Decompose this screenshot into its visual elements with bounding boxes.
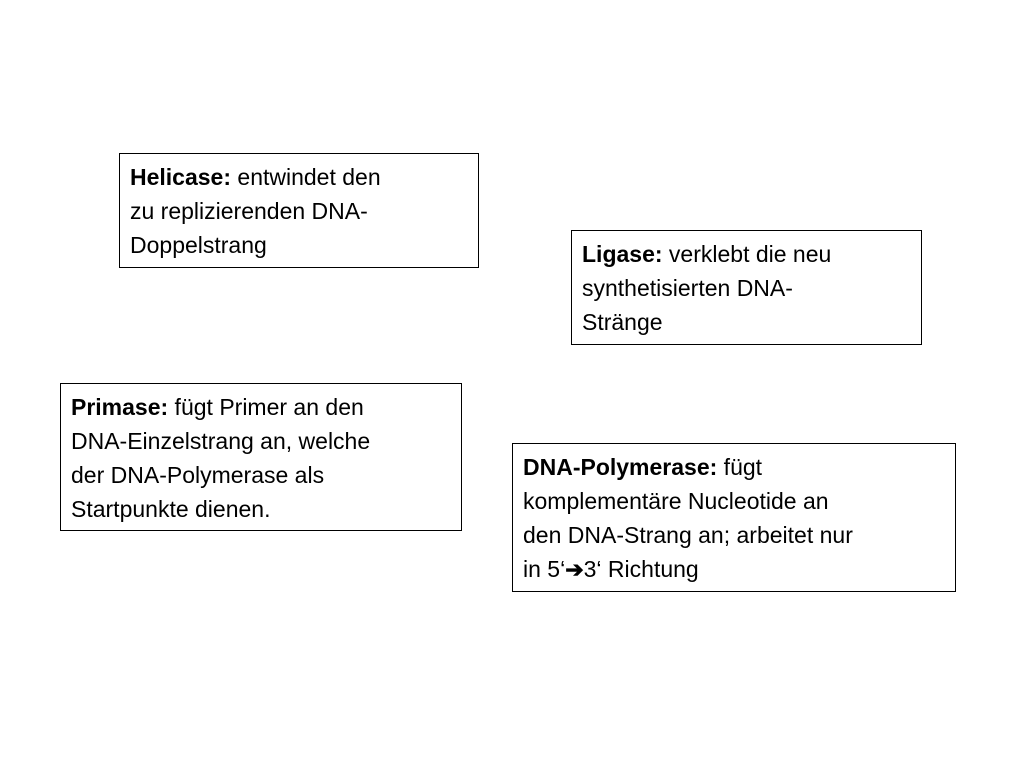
helicase-term: Helicase: (130, 164, 232, 190)
dna-polymerase-card (512, 443, 956, 592)
ligase-description: verklebt die neu synthetisierten DNA- Stränge (582, 241, 832, 335)
primase-description: fügt Primer an den DNA-Einzelstrang an, welche der DNA-Polymerase als Startpunkte dienen. (71, 394, 371, 522)
dna-polymerase-description: fügt komplementäre Nucleotide an den DNA-Strang an; arbeitet nur in 5‘ (523, 454, 853, 582)
ligase-term: Ligase: (582, 241, 663, 267)
helicase-description: entwindet den zu replizierenden DNA- Doppelstrang (130, 164, 381, 258)
primase-term: Primase: (71, 394, 169, 420)
dna-polymerase-direction: 3‘ Richtung (583, 556, 699, 582)
right-arrow-icon: ➔ (565, 557, 584, 582)
ligase-card (571, 230, 922, 345)
helicase-card (119, 153, 479, 268)
dna-polymerase-term: DNA-Polymerase: (523, 454, 718, 480)
primase-card (60, 383, 462, 531)
